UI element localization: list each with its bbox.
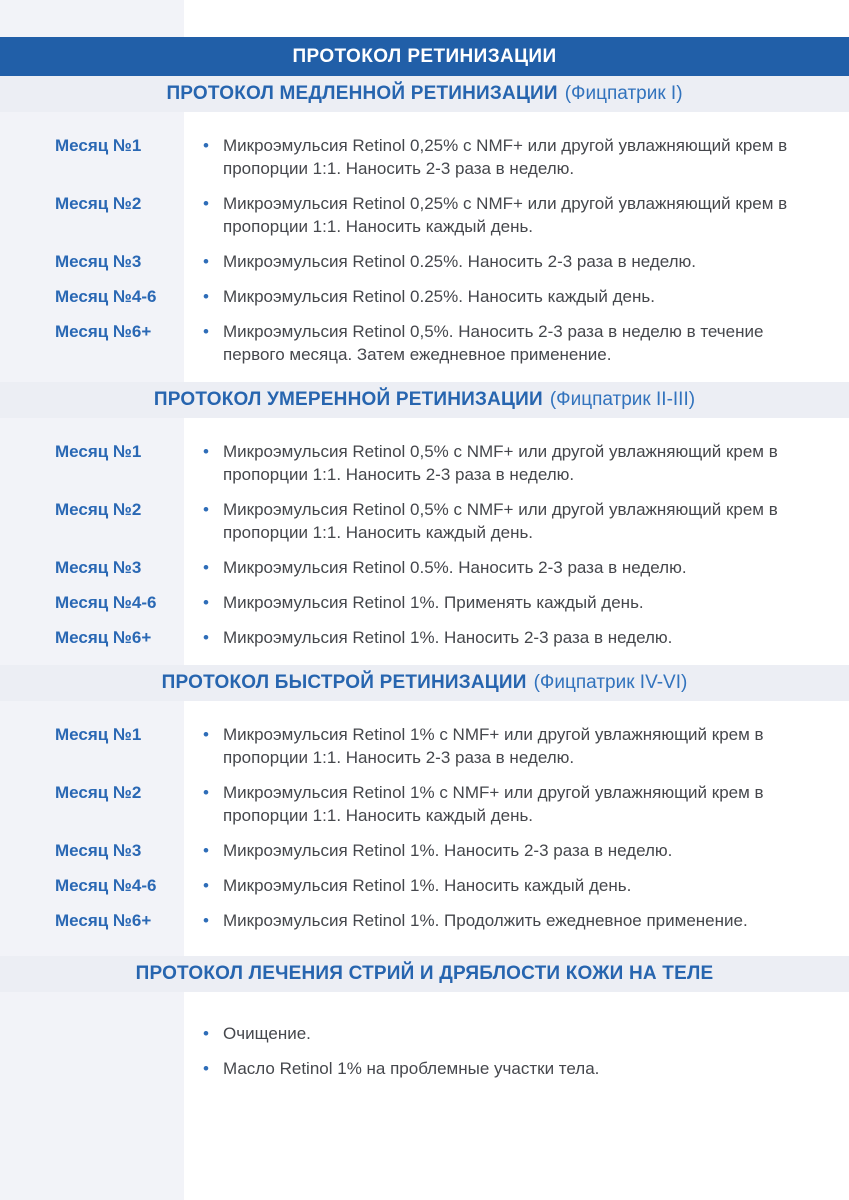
row-content xyxy=(184,285,849,308)
protocol-row xyxy=(0,839,849,862)
protocol-row xyxy=(0,1057,849,1080)
row-content xyxy=(184,556,849,579)
section-title: ПРОТОКОЛ БЫСТРОЙ РЕТИНИЗАЦИИ xyxy=(161,672,527,693)
protocol-row xyxy=(0,498,849,544)
section-header-fast xyxy=(0,665,849,701)
month-label: Месяц №4-6 xyxy=(55,876,157,895)
protocol-row xyxy=(0,134,849,180)
month-label: Месяц №4-6 xyxy=(55,287,157,306)
row-text: Микроэмульсия Retinol 1%. Применять каждый день. xyxy=(223,593,644,612)
bullet-icon: • xyxy=(203,322,209,341)
bullet-icon: • xyxy=(203,442,209,461)
row-content xyxy=(184,874,849,897)
row-text: Микроэмульсия Retinol 0,25% с NMF+ или другой увлажняющий крем в пропорции 1:1. Наносить 2-3 раза в неделю. xyxy=(223,136,788,178)
row-text: Микроэмульсия Retinol 1%. Наносить 2-3 раза в неделю. xyxy=(223,841,673,860)
protocol-row xyxy=(0,320,849,366)
month-label: Месяц №6+ xyxy=(55,911,152,930)
row-content xyxy=(184,440,849,486)
protocol-row xyxy=(0,781,849,827)
bullet-icon: • xyxy=(203,1024,209,1043)
row-content xyxy=(184,134,849,180)
row-text: Очищение. xyxy=(223,1024,311,1043)
row-text: Микроэмульсия Retinol 1%. Наносить 2-3 раза в неделю. xyxy=(223,628,673,647)
month-label: Месяц №4-6 xyxy=(55,593,157,612)
bullet-icon: • xyxy=(203,593,209,612)
month-label: Месяц №1 xyxy=(55,136,142,155)
protocol-row xyxy=(0,440,849,486)
row-content xyxy=(184,909,849,932)
month-label: Месяц №1 xyxy=(55,725,142,744)
row-content xyxy=(184,781,849,827)
row-content xyxy=(184,192,849,238)
section-subtitle: (Фицпатрик IV-VI) xyxy=(533,672,688,693)
bullet-icon: • xyxy=(203,911,209,930)
row-content xyxy=(184,723,849,769)
row-text: Масло Retinol 1% на проблемные участки тела. xyxy=(223,1059,600,1078)
row-content xyxy=(184,250,849,273)
month-label xyxy=(0,1057,184,1080)
section-body-fast xyxy=(0,701,849,956)
page-title: ПРОТОКОЛ РЕТИНИЗАЦИИ xyxy=(292,45,557,67)
month-label: Месяц №2 xyxy=(55,500,142,519)
section-title: ПРОТОКОЛ ЛЕЧЕНИЯ СТРИЙ И ДРЯБЛОСТИ КОЖИ НА ТЕЛЕ xyxy=(135,963,714,984)
section-title: ПРОТОКОЛ МЕДЛЕННОЙ РЕТИНИЗАЦИИ xyxy=(166,83,558,104)
bullet-icon: • xyxy=(203,841,209,860)
row-content xyxy=(184,1057,849,1080)
row-text: Микроэмульсия Retinol 1% с NMF+ или другой увлажняющий крем в пропорции 1:1. Наносить каждый день. xyxy=(223,783,764,825)
row-text: Микроэмульсия Retinol 1%. Наносить каждый день. xyxy=(223,876,632,895)
month-label: Месяц №6+ xyxy=(55,322,152,341)
month-label: Месяц №3 xyxy=(55,841,142,860)
row-text: Микроэмульсия Retinol 0,5%. Наносить 2-3 раза в неделю в течение первого месяца. Затем ежедневное применение. xyxy=(223,322,764,364)
month-label: Месяц №2 xyxy=(55,783,142,802)
month-label: Месяц №1 xyxy=(55,442,142,461)
section-body-slow xyxy=(0,112,849,382)
row-text: Микроэмульсия Retinol 0.5%. Наносить 2-3 раза в неделю. xyxy=(223,558,687,577)
section-body-moderate xyxy=(0,418,849,665)
section-body-body-skin xyxy=(0,992,849,1096)
bullet-icon: • xyxy=(203,252,209,271)
protocol-row xyxy=(0,723,849,769)
month-label: Месяц №3 xyxy=(55,558,142,577)
page-title-bar xyxy=(0,37,849,76)
month-label xyxy=(0,1022,184,1045)
row-content xyxy=(184,591,849,614)
protocol-row xyxy=(0,556,849,579)
month-label: Месяц №3 xyxy=(55,252,142,271)
bullet-icon: • xyxy=(203,1059,209,1078)
bullet-icon: • xyxy=(203,500,209,519)
bullet-icon: • xyxy=(203,136,209,155)
bullet-icon: • xyxy=(203,558,209,577)
section-subtitle: (Фицпатрик I) xyxy=(564,83,683,104)
row-text: Микроэмульсия Retinol 0.25%. Наносить каждый день. xyxy=(223,287,655,306)
bullet-icon: • xyxy=(203,628,209,647)
protocol-row xyxy=(0,591,849,614)
bullet-icon: • xyxy=(203,194,209,213)
row-content xyxy=(184,1022,849,1045)
bullet-icon: • xyxy=(203,876,209,895)
bullet-icon: • xyxy=(203,287,209,306)
row-text: Микроэмульсия Retinol 1%. Продолжить ежедневное применение. xyxy=(223,911,748,930)
protocol-row xyxy=(0,909,849,932)
row-text: Микроэмульсия Retinol 1% с NMF+ или другой увлажняющий крем в пропорции 1:1. Наносить 2-3 раза в неделю. xyxy=(223,725,764,767)
row-text: Микроэмульсия Retinol 0,5% с NMF+ или другой увлажняющий крем в пропорции 1:1. Наносить 2-3 раза в неделю. xyxy=(223,442,778,484)
section-header-slow xyxy=(0,76,849,112)
protocol-row xyxy=(0,1022,849,1045)
protocol-row xyxy=(0,192,849,238)
row-content xyxy=(184,626,849,649)
row-content xyxy=(184,839,849,862)
protocol-row xyxy=(0,874,849,897)
row-text: Микроэмульсия Retinol 0.25%. Наносить 2-3 раза в неделю. xyxy=(223,252,697,271)
section-title: ПРОТОКОЛ УМЕРЕННОЙ РЕТИНИЗАЦИИ xyxy=(153,389,543,410)
month-label: Месяц №6+ xyxy=(55,628,152,647)
row-text: Микроэмульсия Retinol 0,25% с NMF+ или другой увлажняющий крем в пропорции 1:1. Наносить каждый день. xyxy=(223,194,788,236)
protocol-row xyxy=(0,285,849,308)
section-subtitle: (Фицпатрик II-III) xyxy=(549,389,696,410)
protocol-row xyxy=(0,250,849,273)
month-label: Месяц №2 xyxy=(55,194,142,213)
row-content xyxy=(184,320,849,366)
section-header-moderate xyxy=(0,382,849,418)
row-content xyxy=(184,498,849,544)
bullet-icon: • xyxy=(203,725,209,744)
protocol-row xyxy=(0,626,849,649)
row-text: Микроэмульсия Retinol 0,5% с NMF+ или другой увлажняющий крем в пропорции 1:1. Наносить каждый день. xyxy=(223,500,778,542)
section-header-body-skin xyxy=(0,956,849,992)
bullet-icon: • xyxy=(203,783,209,802)
